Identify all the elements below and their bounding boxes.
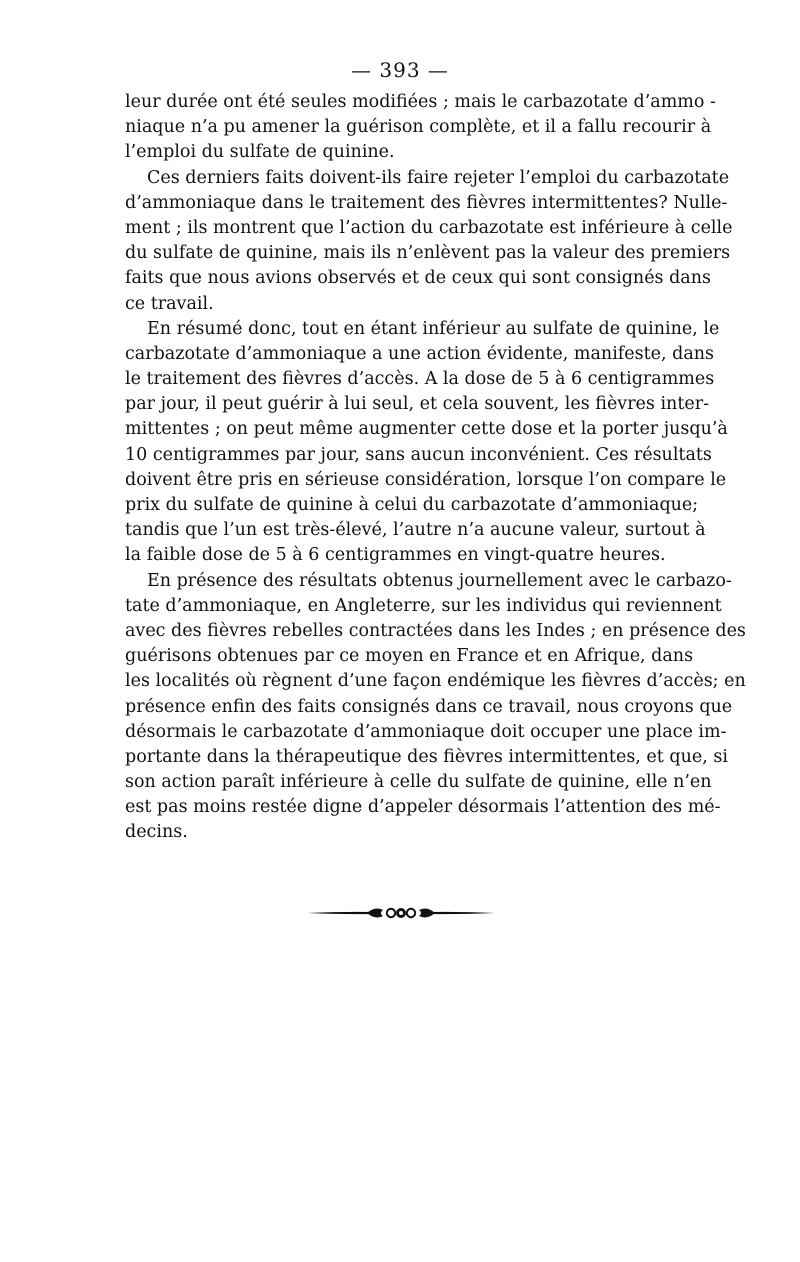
text-line: est pas moins restée digne d’appeler désormais l’attention des mé- [125,797,721,818]
text-line: niaque n’a pu amener la guérison complète, et il a fallu recourir à [125,117,712,138]
text-line: ce travail. [125,293,214,314]
text-line: portante dans la thérapeutique des fièvres intermittentes, et que, si [125,746,728,767]
text-line: faits que nous avions observés et de ceux qui sont consignés dans [125,268,711,289]
text-line: par jour, il peut guérir à lui seul, et cela souvent, les fièvres inter- [125,394,709,415]
text-line: présence enfin des faits consignés dans ce travail, nous croyons que [125,696,733,717]
text-line: Ces derniers faits doivent-ils faire rejeter l’emploi du carbazotate [147,167,730,188]
decorative-rule-ornament [305,900,497,926]
text-line: leur durée ont été seules modifiées ; mais le carbazotate d’ammo - [125,92,716,112]
text-line: désormais le carbazotate d’ammoniaque doit occuper une place im- [125,721,727,742]
text-line: son action paraît inférieure à celle du sulfate de quinine, elle n’en [125,772,712,793]
text-line: guérisons obtenues par ce moyen en France et en Afrique, dans [125,646,694,667]
text-line: decins. [125,822,188,843]
page-number: — 393 — [351,58,449,82]
text-line: prix du sulfate de quinine à celui du carbazotate d’ammoniaque; [125,495,699,515]
text-line: du sulfate de quinine, mais ils n’enlèvent pas la valeur des premiers [125,243,731,264]
text-line: avec des fièvres rebelles contractées dans les Indes ; en présence des [125,620,746,641]
text-line: carbazotate d’ammoniaque a une action évidente, manifeste, dans [125,343,715,364]
text-line: doivent être pris en sérieuse considération, lorsque l’on compare le [125,469,727,490]
text-line: ment ; ils montrent que l’action du carbazotate est inférieure à celle [125,217,733,238]
text-line: d’ammoniaque dans le traitement des fièvres intermittentes? Nulle- [125,192,728,213]
text-line: les localités où règnent d’une façon endémique les fièvres d’accès; en [125,671,746,692]
text-line: mittentes ; on peut même augmenter cette dose et la porter jusqu’à [125,419,728,440]
text-line: 10 centigrammes par jour, sans aucun inconvénient. Ces résultats [125,444,712,465]
text-line: tandis que l’un est très-élevé, l’autre n’a aucune valeur, surtout à [125,520,706,541]
text-line: l’emploi du sulfate de quinine. [125,142,395,163]
paragraph-1 [125,90,716,166]
paragraph-2 [125,166,733,317]
text-line: la faible dose de 5 à 6 centigrammes en vingt-quatre heures. [125,545,666,566]
paragraph-4 [125,569,746,846]
body-text [125,90,746,846]
paragraph-3 [125,317,728,569]
text-line: En présence des résultats obtenus journellement avec le carbazo- [147,570,732,591]
text-line: En résumé donc, tout en étant inférieur au sulfate de quinine, le [147,318,720,339]
text-line: tate d’ammoniaque, en Angleterre, sur les individus qui reviennent [125,595,722,616]
text-line: le traitement des fièvres d’accès. A la dose de 5 à 6 centigrammes [125,369,715,390]
